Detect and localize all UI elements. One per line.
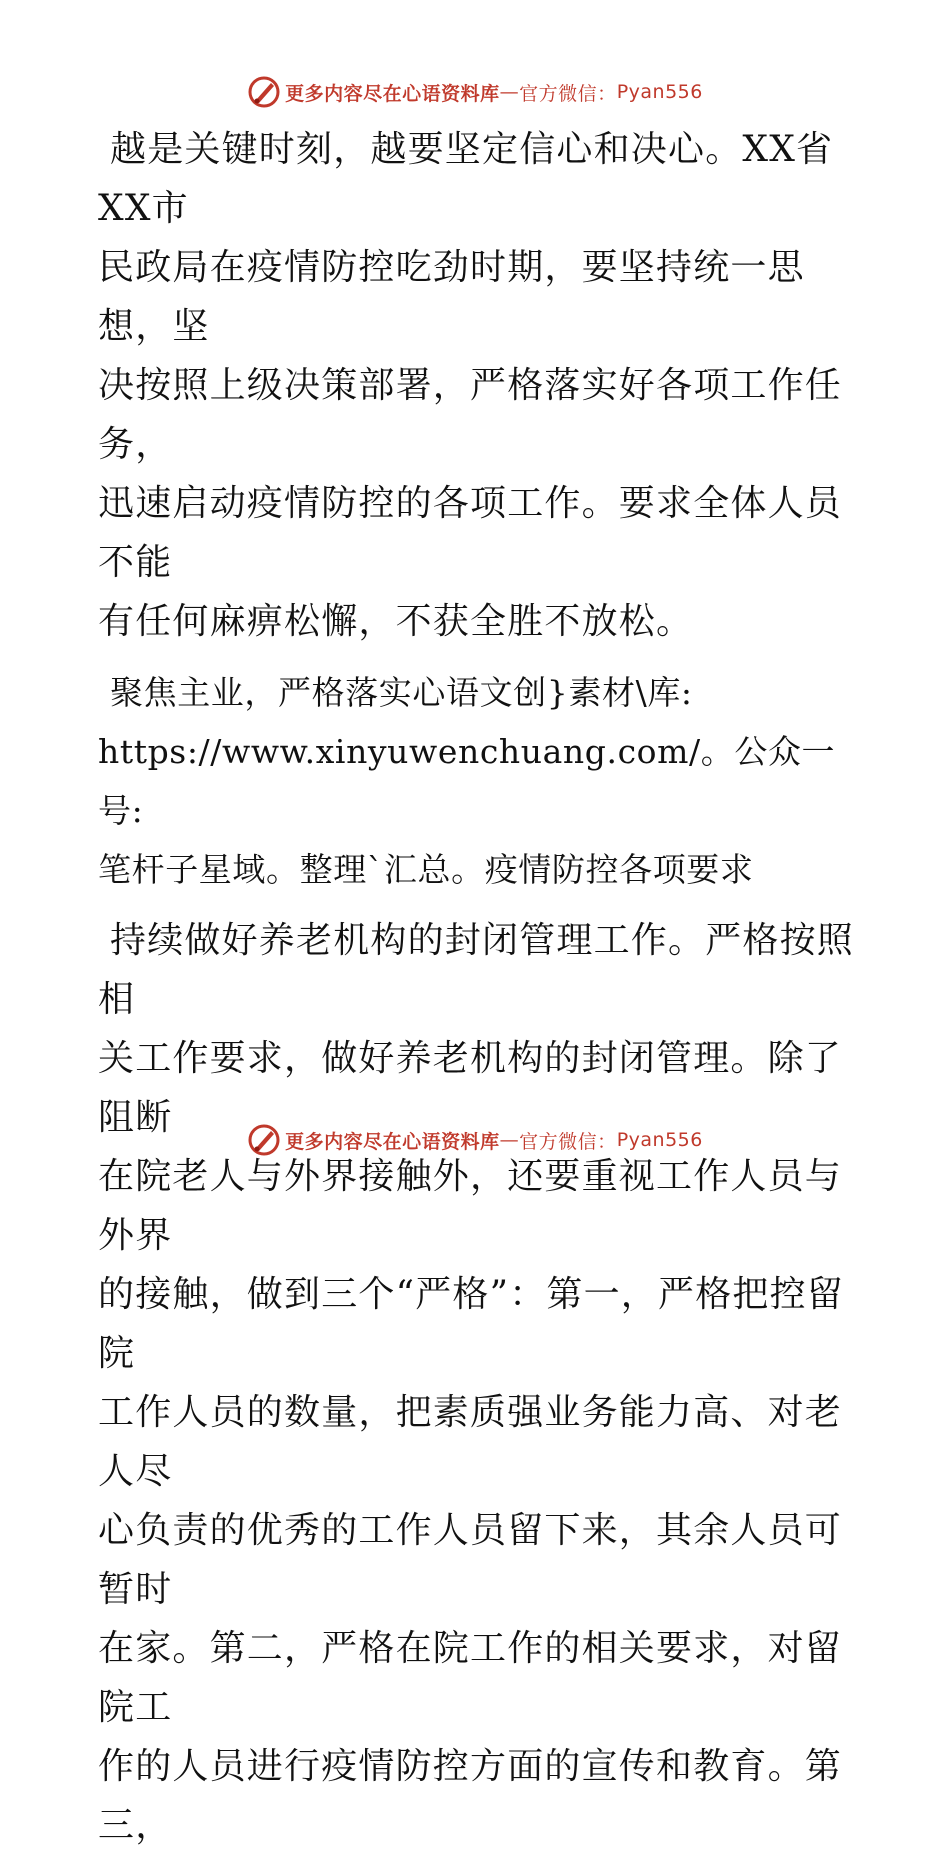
footer-banner <box>0 1120 950 1160</box>
banner-title: 更多内容尽在心语资料库 <box>285 82 500 105</box>
paragraph-line: 民政局在疫情防控吃劲时期，要坚持统一思想，坚 <box>98 247 805 347</box>
paragraph-line: 聚焦主业，严格落实心语文创}素材\库: <box>110 673 693 712</box>
banner-wechat-label: 官方微信： <box>519 1130 617 1153</box>
banner-wechat-id: Pyan556 <box>616 1129 703 1151</box>
header-banner <box>0 72 950 112</box>
banner-title: 更多内容尽在心语资料库 <box>285 1130 500 1153</box>
paragraph-line: 的接触，做到三个“严格”：第一，严格把控留院 <box>98 1274 845 1374</box>
paragraph-line: 关工作要求，做好养老机构的封闭管理。除了阻断 <box>98 1038 843 1138</box>
document-body <box>98 120 858 1867</box>
banner-separator: — <box>499 1129 520 1151</box>
paragraph-line: 决按照上级决策部署，严格落实好各项工作任务， <box>98 365 843 465</box>
pen-seal-icon <box>247 75 281 109</box>
paragraph-2 <box>98 663 858 899</box>
paragraph-line: 作的人员进行疫情防控方面的宣传和教育。第三， <box>98 1746 843 1846</box>
paragraph-line: 心负责的优秀的工作人员留下来，其余人员可暂时 <box>98 1510 843 1610</box>
paragraph-line: 工作人员的数量，把素质强业务能力高、对老人尽 <box>98 1392 843 1492</box>
paragraph-line: 在院老人与外界接触外，还要重视工作人员与外界 <box>98 1156 843 1256</box>
paragraph-1 <box>98 120 858 651</box>
paragraph-line: 越是关键时刻，越要坚定信心和决心。XX省XX市 <box>98 129 834 229</box>
paragraph-line: 在家。第二，严格在院工作的相关要求，对留院工 <box>98 1628 843 1728</box>
paragraph-line: https://www.xinyuwenchuang.com/。公众一号: <box>98 732 836 830</box>
paragraph-line: 笔杆子星域。整理`汇总。疫情防控各项要求 <box>98 850 754 889</box>
banner-wechat-id: Pyan556 <box>616 81 703 103</box>
paragraph-line: 持续做好养老机构的封闭管理工作。严格按照相 <box>98 920 855 1020</box>
paragraph-line: 有任何麻痹松懈，不获全胜不放松。 <box>98 601 694 642</box>
banner-wechat-label: 官方微信： <box>519 82 617 105</box>
paragraph-line: 迅速启动疫情防控的各项工作。要求全体人员不能 <box>98 483 843 583</box>
paragraph-3 <box>98 911 858 1855</box>
pen-seal-icon <box>247 1123 281 1157</box>
banner-separator: — <box>499 81 520 103</box>
